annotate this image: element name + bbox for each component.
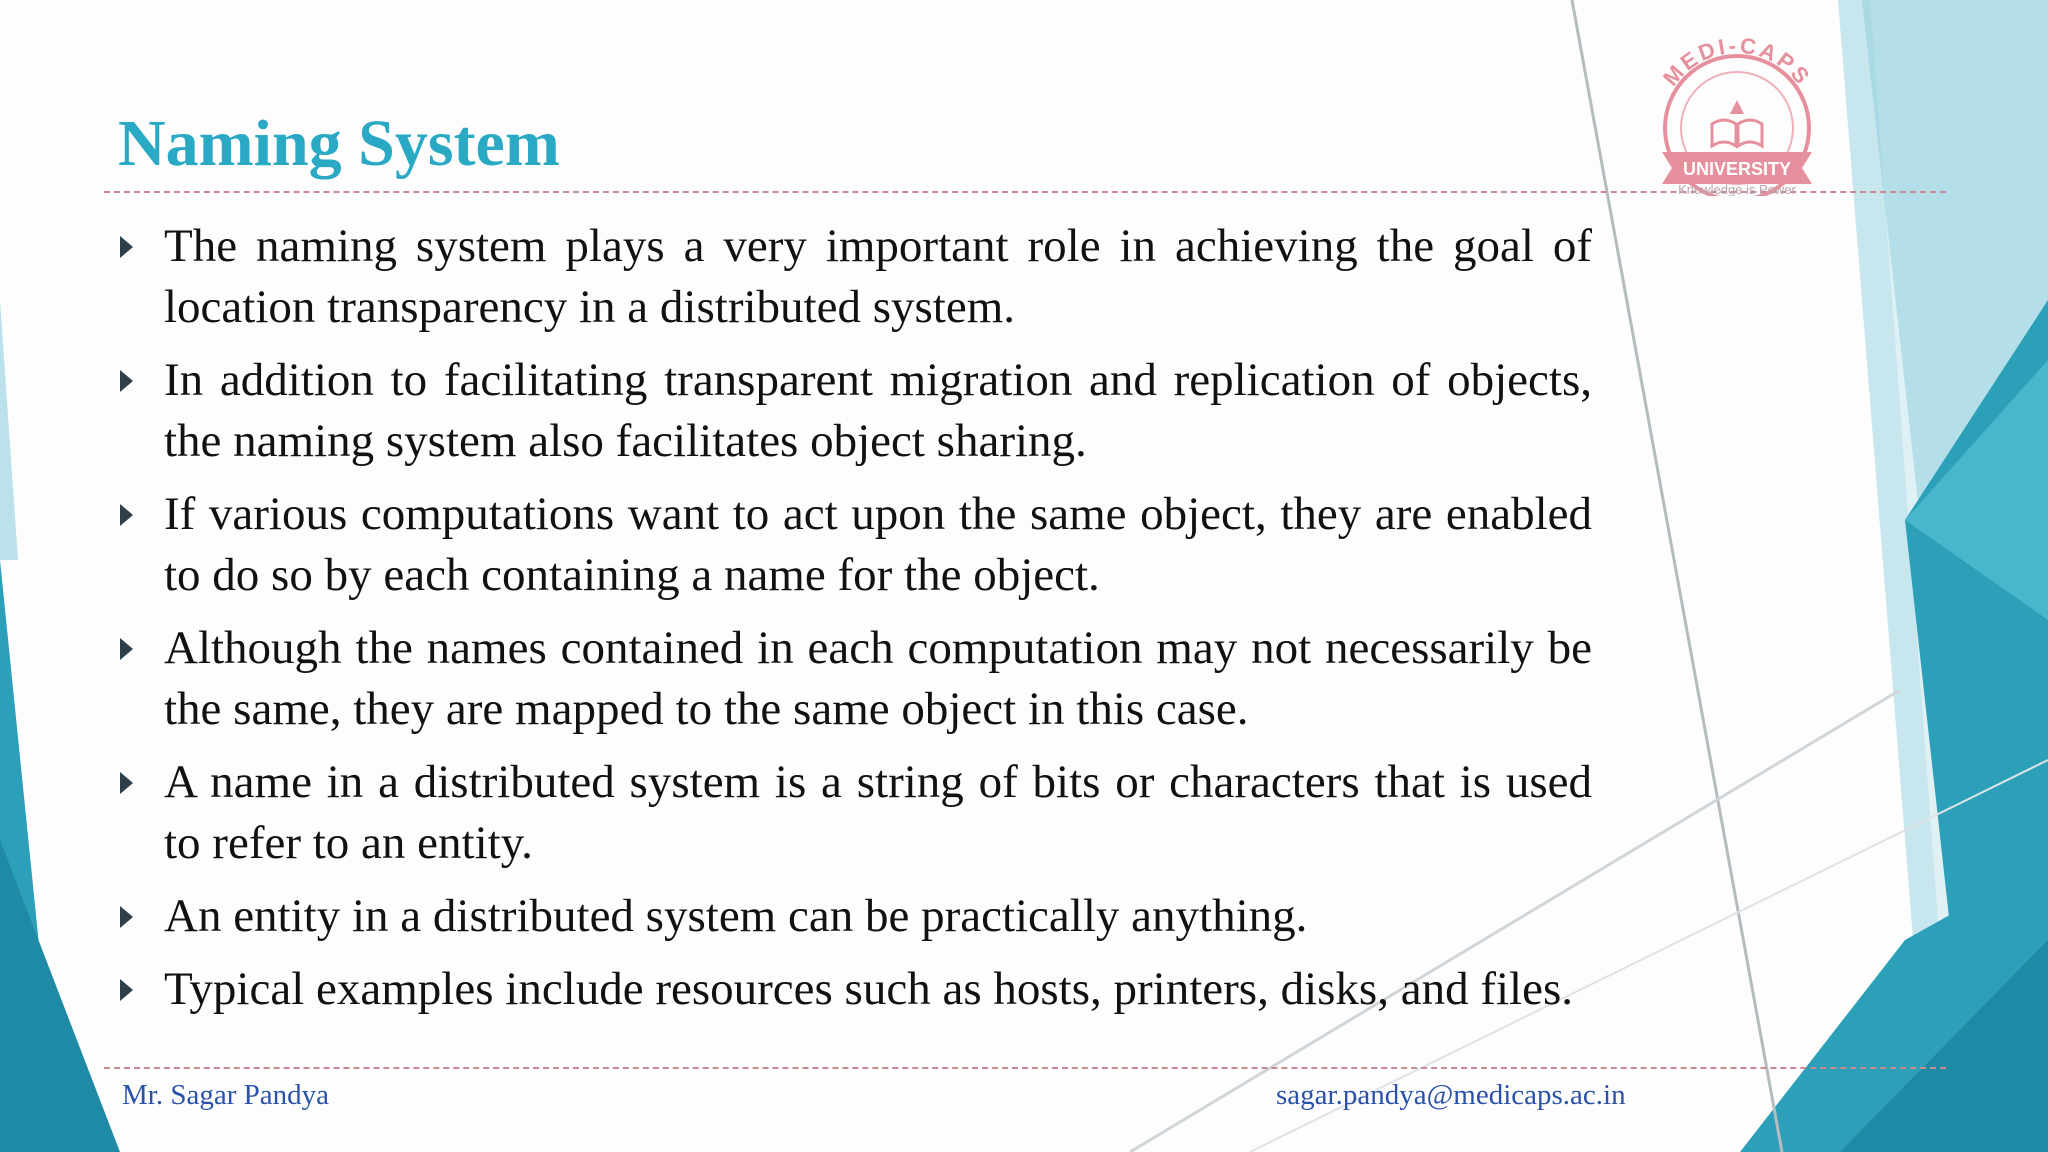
bullet-text: In addition to facilitating transparent migration and replication of objects, the naming system also facilitates object sharing. [164,354,1592,467]
university-logo [1622,28,1852,196]
bullet-text: If various computations want to act upon the same object, they are enabled to do so by each containing a name for the object. [164,488,1592,601]
logo-banner-text: UNIVERSITY [1682,159,1792,179]
bullet-arrow-icon [120,236,133,258]
footer-divider [104,1067,1946,1069]
bullet-item [116,350,1592,472]
bullet-text: Typical examples include resources such as hosts, printers, disks, and files. [164,963,1573,1015]
bullet-arrow-icon [120,906,133,928]
bullet-arrow-icon [120,504,133,526]
bullet-arrow-icon [120,772,133,794]
footer-author: Mr. Sagar Pandya [122,1079,329,1111]
bullet-arrow-icon [120,370,133,392]
bullet-item [116,886,1592,947]
bullet-text: A name in a distributed system is a string of bits or characters that is used to refer to an entity. [164,756,1592,869]
bullet-item [116,618,1592,740]
footer-email: sagar.pandya@medicaps.ac.in [1276,1079,1626,1111]
bullet-item [116,484,1592,606]
bullet-item [116,752,1592,874]
svg-text:MEDI-CAPS [1658,33,1816,91]
logo-arc-text: MEDI-CAPS [1657,32,1817,91]
bullet-item [116,216,1592,338]
bullet-arrow-icon [120,979,133,1001]
bullet-arrow-icon [120,638,133,660]
bullet-item [116,959,1592,1020]
logo-tagline: Knowledge is Power [1678,182,1796,196]
slide-title: Naming System [118,107,560,180]
bullet-list [116,216,1592,1032]
bullet-text: Although the names contained in each computation may not necessarily be the same, they are mapped to the same object in this case. [164,622,1592,735]
bullet-text: An entity in a distributed system can be practically anything. [164,890,1308,942]
bullet-text: The naming system plays a very important role in achieving the goal of location transparency in a distributed system. [164,220,1592,333]
